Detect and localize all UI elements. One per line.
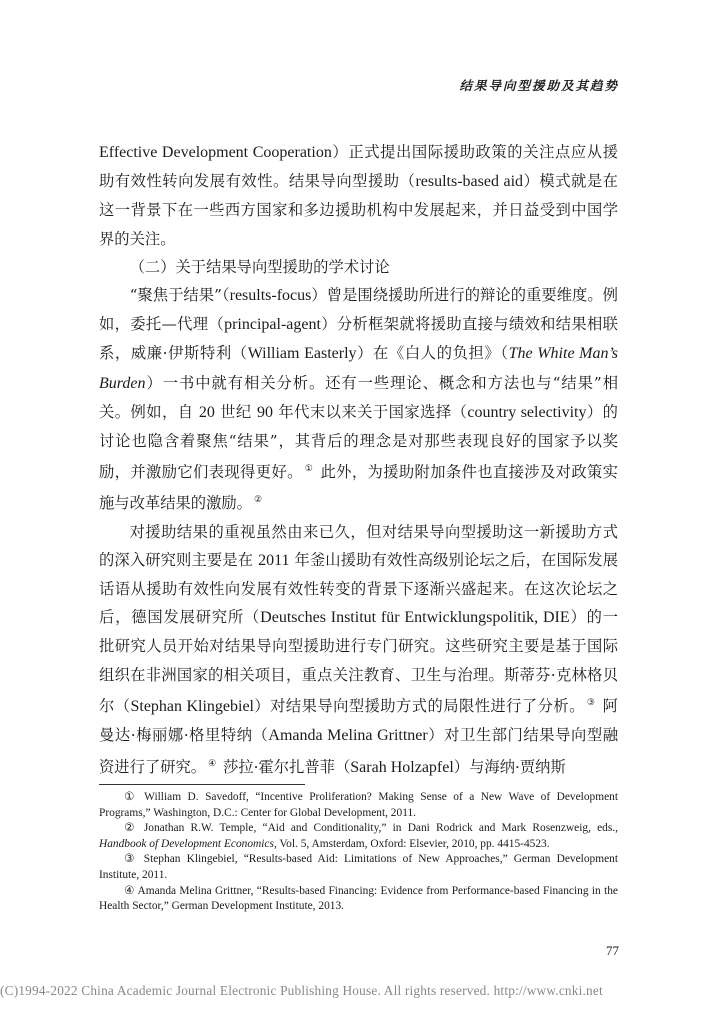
copyright-footer: (C)1994-2022 China Academic Journal Electronic Publishing House. All rights reserved. http://www.cnki.net (0, 983, 603, 998)
text-span: principal-agent (224, 316, 321, 334)
text-span: ② Jonathan R.W. Temple, “Aid and Conditionality,” in Dani Rodrick and Mark Rosenzweig, eds., (124, 822, 618, 835)
text-span: William Easterly (247, 345, 357, 363)
footnote-1: ① William D. Savedoff, “Incentive Proliferation? Making Sense of a New Wave of Development Programs,” Washington, D.C.: Center for Global Development, 2011. (99, 791, 618, 819)
body-text (99, 138, 618, 782)
text-span: Amanda Melina Grittner (268, 727, 428, 745)
text-span: ）模式就是在这一背景下在一些西方国家和多边援助机构中发展起来，并日益受到中国学界的关注。 (99, 172, 618, 248)
text-span: 90 (257, 403, 273, 421)
running-head: 结果导向型援助及其趋势 (459, 78, 619, 93)
footnote-ref-1[interactable]: ① (304, 464, 314, 475)
footnote-4: ④ Amanda Melina Grittner, “Results-based Financing: Evidence from Performance-based Financing in the Health Sector,” German Development Institute, 2013. (99, 884, 618, 913)
text-span: 20 (198, 403, 215, 421)
text-span: , Vol. 5, Amsterdam, Oxford: Elsevier, 2010, pp. 4415-4523. (273, 837, 550, 850)
text-span: ）对结果导向型援助方式的局限性进行了分析。 (254, 696, 585, 715)
text-span: 世纪 (214, 402, 257, 421)
footnote-ref-3[interactable]: ③ (586, 697, 596, 708)
text-span: ）对卫生部门结果导向型融资进行了研究。 (99, 726, 618, 777)
text-span: 莎拉·霍尔扎普菲（ (218, 758, 351, 777)
text-span: results-focus (229, 287, 312, 305)
text-span: ）一书中就有相关分析。还有一些理论、概念和方法也与“结果”相关。例如，自 (99, 373, 618, 421)
text-span: ）曾是围绕援助所进行的辩论的重要维度。例如，委托—代理（ (99, 286, 618, 334)
paragraph-1 (99, 138, 618, 253)
book-title: The White Man’s Burden (99, 345, 618, 392)
text-span: 对援助结果的重视虽然由来已久，但对结果导向型援助这一新援助方式的深入研究则主要是在 (99, 522, 618, 569)
page-number: 77 (606, 943, 619, 958)
text-span: Sarah Holzapfel (350, 759, 454, 777)
text-span: ）与海纳·贾纳斯 (453, 758, 566, 777)
text-span: ）正式提出国际援助政策的关注点应从援助有效性转向发展有效性。结果导向型援助（ (99, 143, 618, 191)
footnote-ref-4[interactable]: ④ (208, 759, 217, 770)
paragraph-3 (99, 518, 618, 783)
text-span: 阿曼达·梅丽娜·格里特纳（ (99, 696, 618, 745)
text-span: 年代末以来关于国家选择（ (273, 402, 468, 421)
text-span: ）的讨论也隐含着聚焦“结果”，其背后的理念是对那些表现良好的国家予以奖励，并激励它们表现得更好。 (99, 402, 618, 482)
text-span: results-based aid (415, 173, 524, 191)
text-span: “聚焦于结果”（ (129, 286, 230, 305)
text-span: ）在《白人的负担》（ (356, 344, 509, 363)
text-span: country selectivity (467, 403, 587, 421)
text-span: Stephan Klingebiel (130, 697, 254, 715)
text-span: 年釜山援助有效性高级别论坛之后，在国际发展话语从援助有效性向发展有效性转变的背景下逐渐兴盛起来。在这次论坛之后，德国发展研究所（ (99, 550, 618, 627)
footnote-ref-2[interactable]: ② (253, 495, 263, 506)
footnotes (99, 790, 618, 915)
text-span: Effective Development Cooperation (99, 144, 332, 161)
footnote-2 (99, 821, 618, 852)
paragraph-2 (99, 281, 618, 518)
text-span: 此外，为援助附加条件也直接涉及对政策实施与改革结果的激励。 (99, 463, 618, 513)
text-span: ）的一批研究人员开始对结果导向型援助进行专门研究。这些研究主要是基于国际组织在非洲国家的相关项目，重点关注教育、卫生与治理。斯蒂芬·克林格贝尔（ (99, 608, 618, 715)
section-heading: （二）关于结果导向型援助的学术讨论 (129, 257, 390, 276)
text-span: ）分析框架就将援助直接与绩效和结果相联系，威廉·伊斯特利（ (99, 315, 618, 363)
text-span: Deutsches Institut für Entwicklungspolitik, DIE (260, 609, 570, 627)
text-span: 2011 (258, 551, 290, 569)
footnote-divider (99, 784, 305, 785)
book-title: Handbook of Development Economics (99, 837, 274, 850)
footnote-3: ③ Stephan Klingebiel, “Results-based Aid: Limitations of New Approaches,” German Development Institute, 2011. (99, 853, 618, 881)
